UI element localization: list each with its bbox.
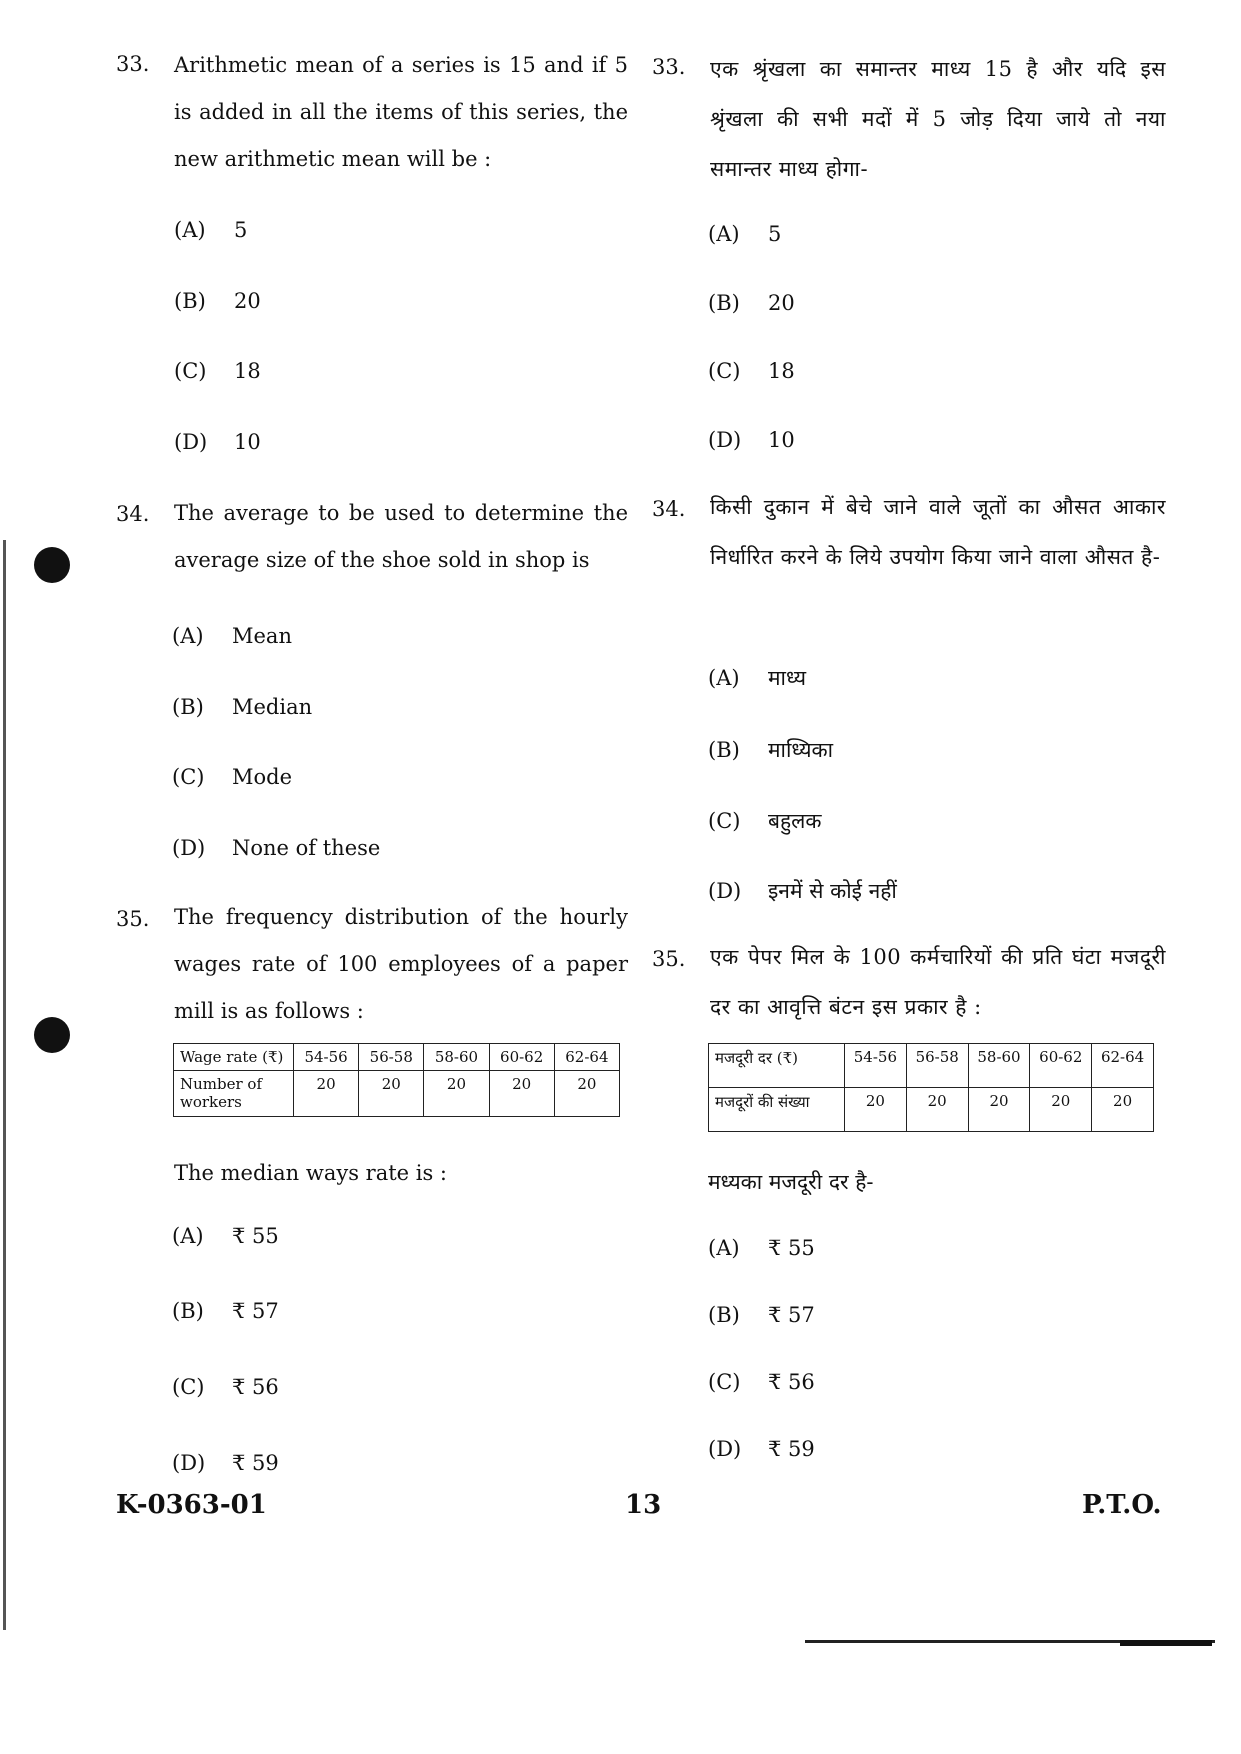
table-cell: 20 [359,1071,424,1117]
q35-number: 35. [116,907,150,931]
q33-option-d: (D) 10 [174,430,261,454]
page-number: 13 [625,1490,662,1520]
q35-text-hi: एक पेपर मिल के 100 कर्मचारियों की प्रति घंटा मजदूरी दर का आवृत्ति बंटन इस प्रकार है : [710,945,1166,1019]
table-header-workers-hi: मजदूरों की संख्या [709,1088,845,1132]
q33-option-a-hi: (A) 5 [708,222,782,246]
table-cell: 58-60 [968,1044,1030,1088]
q34-option-c-hi: (C) बहुलक [708,809,822,833]
exam-code: K-0363-01 [116,1490,267,1520]
q33-text-hi: एक श्रृंखला का समान्तर माध्य 15 है और यदि इस श्रृंखला की सभी मदों में 5 जोड़ दिया जाये तो नया समान्तर माध्य होगा- [710,57,1166,181]
table-cell: 60-62 [489,1044,554,1071]
q33-option-b-hi: (B) 20 [708,291,795,315]
q35-subtext-hi: मध्यका मजदूरी दर है- [708,1170,874,1194]
q33-option-a: (A) 5 [174,218,248,242]
table-cell: 20 [845,1088,907,1132]
q34-text-hi: किसी दुकान में बेचे जाने वाले जूतों का औसत आकार निर्धारित करने के लिये उपयोग किया जाने वाला औसत है- [710,495,1166,569]
punch-hole-top [34,547,70,583]
table-cell: 20 [906,1088,968,1132]
table-header-wage-rate: Wage rate (₹) [174,1044,294,1071]
table-cell: 60-62 [1030,1044,1092,1088]
q35-option-d: (D) ₹ 59 [172,1451,279,1475]
table-cell: 20 [554,1071,619,1117]
q35-frequency-table [173,1043,620,1117]
table-header-workers: Number of workers [174,1071,294,1117]
q35-number-hi: 35. [652,947,686,971]
q34-option-a-hi: (A) माध्य [708,666,807,690]
punch-hole-bottom [34,1017,70,1053]
table-cell: 58-60 [424,1044,489,1071]
q35-option-d-hi: (D) ₹ 59 [708,1437,815,1461]
q34-number: 34. [116,502,150,526]
q34-option-d-hi: (D) इनमें से कोई नहीं [708,879,897,903]
q35-frequency-table-hi [708,1043,1154,1132]
table-cell: 56-58 [906,1044,968,1088]
q34-option-b-hi: (B) माध्यिका [708,738,834,762]
q33-number: 33. [116,52,150,76]
table-cell: 54-56 [294,1044,359,1071]
q35-option-a: (A) ₹ 55 [172,1224,279,1248]
table-row [174,1044,620,1071]
q35-option-b-hi: (B) ₹ 57 [708,1303,815,1327]
q33-text: Arithmetic mean of a series is 15 and if 5 is added in all the items of this series, the new arithmetic mean will be : [174,53,628,171]
q35-option-b: (B) ₹ 57 [172,1299,279,1323]
table-cell: 20 [1030,1088,1092,1132]
q34-option-c: (C) Mode [172,765,293,789]
table-cell: 20 [489,1071,554,1117]
q34-option-b: (B) Median [172,695,313,719]
pto-label: P.T.O. [1082,1490,1162,1520]
table-cell: 62-64 [554,1044,619,1071]
table-row [709,1088,1154,1132]
q35-text: The frequency distribution of the hourly wages rate of 100 employees of a paper mill is as follows : [174,905,628,1023]
q34-number-hi: 34. [652,497,686,521]
q35-subtext: The median ways rate is : [174,1161,448,1185]
table-row [709,1044,1154,1088]
binding-edge [3,540,6,1630]
table-cell: 20 [1092,1088,1154,1132]
table-cell: 20 [294,1071,359,1117]
q33-number-hi: 33. [652,55,686,79]
table-cell: 20 [424,1071,489,1117]
q34-option-a: (A) Mean [172,624,292,648]
q35-option-c: (C) ₹ 56 [172,1375,279,1399]
table-header-wage-rate-hi: मजदूरी दर (₹) [709,1044,845,1088]
table-cell: 62-64 [1092,1044,1154,1088]
q33-option-c-hi: (C) 18 [708,359,795,383]
table-cell: 54-56 [845,1044,907,1088]
q35-option-a-hi: (A) ₹ 55 [708,1236,815,1260]
table-row [174,1071,620,1117]
q34-text: The average to be used to determine the average size of the shoe sold in shop is [174,501,628,572]
table-cell: 56-58 [359,1044,424,1071]
q34-option-d: (D) None of these [172,836,381,860]
q33-option-b: (B) 20 [174,289,261,313]
footer-rule-thick [1120,1640,1212,1646]
q35-option-c-hi: (C) ₹ 56 [708,1370,815,1394]
q33-option-c: (C) 18 [174,359,261,383]
q33-option-d-hi: (D) 10 [708,428,795,452]
table-cell: 20 [968,1088,1030,1132]
